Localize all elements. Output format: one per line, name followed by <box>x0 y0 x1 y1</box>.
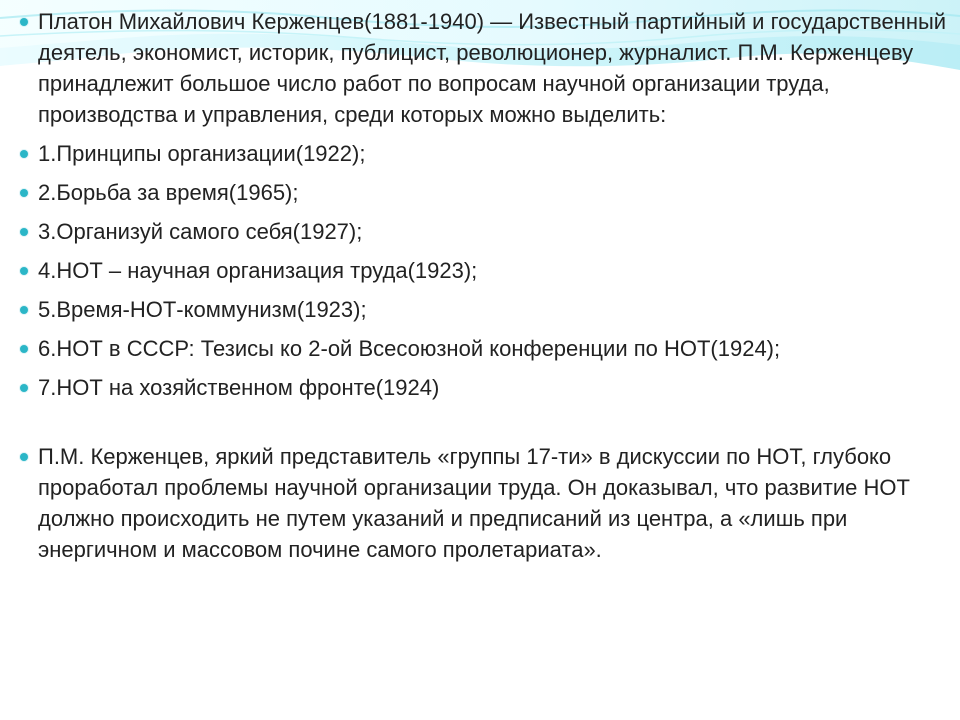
bullet-dot-icon <box>20 345 28 353</box>
spacer <box>18 130 948 138</box>
bullet-dot-icon <box>20 150 28 158</box>
work-item-6 <box>18 333 948 364</box>
summary-text: П.М. Керженцев, яркий представитель «группы 17-ти» в дискуссии по НОТ, глубоко проработал проблемы научной организации труда. Он доказывал, что развитие НОТ должно происходить не путем указаний и предписаний из центра, а «лишь при энергичном и массовом почине самого пролетариата». <box>38 444 910 562</box>
spacer <box>18 286 948 294</box>
bullet-dot-icon <box>20 267 28 275</box>
content <box>18 6 948 565</box>
work-item-text: 3.Организуй самого себя(1927); <box>38 219 363 244</box>
work-item-1 <box>18 138 948 169</box>
bullet-dot-icon <box>20 384 28 392</box>
bullet-dot-icon <box>20 453 28 461</box>
work-item-text: 4.НОТ – научная организация труда(1923); <box>38 258 478 283</box>
work-item-3 <box>18 216 948 247</box>
work-item-text: 2.Борьба за время(1965); <box>38 180 299 205</box>
work-item-2 <box>18 177 948 208</box>
intro-text: Платон Михайлович Керженцев(1881-1940) — Известный партийный и государственный деятель, экономист, историк, публицист, революционер, журналист. П.М. Керженцеву принадлежит большое число работ по вопросам научной организации труда, производства и управления, среди которых можно выделить: <box>38 9 947 127</box>
summary-paragraph <box>18 441 948 565</box>
work-item-text: 6.НОТ в СССР: Тезисы ко 2-ой Всесоюзной конференции по НОТ(1924); <box>38 336 781 361</box>
bullet-dot-icon <box>20 228 28 236</box>
work-item-text: 1.Принципы организации(1922); <box>38 141 366 166</box>
bullet-dot-icon <box>20 189 28 197</box>
work-item-text: 5.Время-НОТ-коммунизм(1923); <box>38 297 367 322</box>
bullet-dot-icon <box>20 306 28 314</box>
work-item-7 <box>18 372 948 403</box>
spacer <box>18 364 948 372</box>
spacer <box>18 169 948 177</box>
bullet-dot-icon <box>20 18 28 26</box>
work-item-text: 7.НОТ на хозяйственном фронте(1924) <box>38 375 440 400</box>
spacer-large <box>18 403 948 441</box>
work-item-4 <box>18 255 948 286</box>
spacer <box>18 247 948 255</box>
work-item-5 <box>18 294 948 325</box>
intro-paragraph <box>18 6 948 130</box>
spacer <box>18 208 948 216</box>
spacer <box>18 325 948 333</box>
